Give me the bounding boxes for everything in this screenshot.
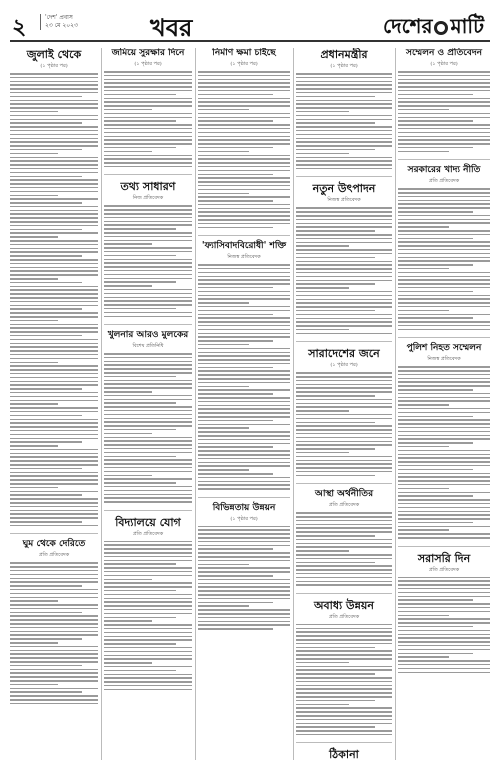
article-divider [296, 742, 392, 743]
article [398, 343, 490, 538]
article-divider [10, 533, 98, 534]
column-2 [104, 48, 192, 760]
article-body [104, 541, 192, 691]
article-headline: খুলনার আরও মুলকের [107, 330, 189, 341]
article-byline: (১ পৃষ্ঠার পর) [134, 61, 162, 67]
article [104, 48, 192, 167]
article [198, 48, 290, 228]
article-byline: (১ পৃষ্ঠার পর) [430, 61, 458, 67]
article-headline: 'ফ্যাসিবাদবিরোধী' শক্তি [201, 241, 287, 252]
article-body [198, 526, 290, 630]
article-body [296, 372, 392, 476]
article-headline: সরকারের খাদ্য নীতি [407, 165, 481, 176]
article [296, 48, 392, 169]
article-headline: সারাদেশের জনে [308, 347, 380, 361]
article-byline: (১ পৃষ্ঠার পর) [330, 362, 358, 369]
article [10, 48, 98, 526]
article-body [296, 512, 392, 586]
article-byline: (১ পৃষ্ঠার পর) [40, 63, 68, 69]
article-byline: (১ পৃষ্ঠার পর) [330, 63, 358, 69]
article [10, 539, 98, 704]
article-byline: প্রতি প্রতিবেদক [328, 502, 360, 509]
article-byline: নিজস্ব প্রতিবেদক [327, 197, 361, 204]
article-body [10, 562, 98, 704]
article-body [198, 71, 290, 228]
article-byline: (১ পৃষ্ঠার পর) [230, 515, 258, 522]
article-byline: প্রতি প্রতিবেদক [328, 613, 360, 620]
column-rule [195, 48, 196, 760]
issue-line-1: 'দেশ' প্রবাস [45, 14, 73, 21]
article-headline: জুলাই থেকে [26, 48, 82, 61]
column-3 [198, 48, 290, 760]
article-headline: তথ্য সাধারণ [120, 180, 176, 194]
article-headline: নির্মাণ ক্ষমা চাইছে [212, 48, 276, 58]
article-divider [296, 593, 392, 594]
article [296, 182, 392, 334]
article-divider [198, 497, 290, 498]
article-divider [104, 324, 192, 325]
article-divider [398, 337, 490, 338]
article-body [398, 577, 490, 673]
article [296, 748, 392, 760]
article-body [398, 71, 490, 152]
article-byline: প্রতি প্রতিবেদক [428, 178, 460, 185]
column-5 [398, 48, 490, 760]
article-headline: ঘুম থেকে দেরিতে [22, 539, 86, 550]
article-divider [398, 546, 490, 547]
article-headline: বিভিন্নতায় উন্নয়ন [212, 502, 276, 513]
column-rule [101, 48, 102, 760]
paper-name-1: দেশের [382, 14, 433, 38]
issue-info [40, 14, 78, 30]
article-divider [296, 176, 392, 177]
article-body [398, 188, 490, 330]
article-headline: সম্মেলন ও প্রতিবেদন [406, 48, 482, 58]
article [296, 599, 392, 736]
article-body [296, 624, 392, 736]
article [296, 489, 392, 586]
article [398, 552, 490, 673]
article [104, 516, 192, 691]
paper-name [383, 12, 484, 45]
column-1 [10, 48, 98, 760]
article-headline: নতুন উৎপাদন [312, 182, 376, 196]
section-title: খবর [150, 13, 193, 42]
article-headline: বিদ্যালয়ে যোগ [115, 515, 181, 529]
article-body [104, 205, 192, 317]
article-byline: প্রতি প্রতিবেদক [132, 530, 164, 537]
article [104, 330, 192, 503]
article [398, 165, 490, 330]
article [398, 48, 490, 152]
article-byline: নিজ প্রতিবেদক [132, 195, 164, 202]
article-byline: বিশেষ প্রতিনিধি [132, 343, 164, 350]
article-headline: আস্থা অর্থনীতির [314, 489, 374, 500]
article-headline: জমিয়ে সুরক্ষার দিনে [111, 48, 185, 58]
article-byline: প্রতি প্রতিবেদক [428, 566, 460, 573]
article-divider [296, 483, 392, 484]
article-body [296, 207, 392, 334]
article-headline: ঠিকানা [329, 748, 359, 760]
article-divider [296, 341, 392, 342]
article [296, 347, 392, 476]
article-body [104, 353, 192, 503]
article-divider [198, 235, 290, 236]
column-rule [293, 48, 294, 760]
article-headline: সরাসরি দিন [417, 551, 471, 565]
logo-icon [434, 21, 448, 35]
column-4 [296, 48, 392, 760]
issue-date: ২৩ মে ২০২৩ [45, 22, 78, 29]
article-divider [104, 510, 192, 511]
article-headline: পুলিশ নিহত সম্মেলন [406, 343, 482, 354]
article-divider [398, 159, 490, 160]
masthead [10, 8, 490, 42]
article-body [198, 264, 290, 490]
article-headline: অবাধ্য উন্নয়ন [314, 598, 374, 612]
column-rule [395, 48, 396, 760]
article-body [104, 71, 192, 167]
article-byline: প্রতি প্রতিবেদক [38, 552, 70, 559]
article-body [296, 73, 392, 169]
page-number: ২ [12, 14, 27, 40]
article-divider [104, 174, 192, 175]
article-byline: নিজস্ব প্রতিবেদক [427, 356, 461, 363]
article-headline: প্রধানমন্ত্রীর [320, 48, 368, 61]
article-body [10, 73, 98, 526]
article-byline: নিজস্ব প্রতিবেদক [227, 254, 261, 261]
article-byline: (১ পৃষ্ঠার পর) [230, 61, 258, 67]
paper-name-2: মাটি [450, 14, 484, 38]
article [198, 241, 290, 490]
article-body [398, 366, 490, 538]
article [104, 180, 192, 317]
article [198, 503, 290, 630]
